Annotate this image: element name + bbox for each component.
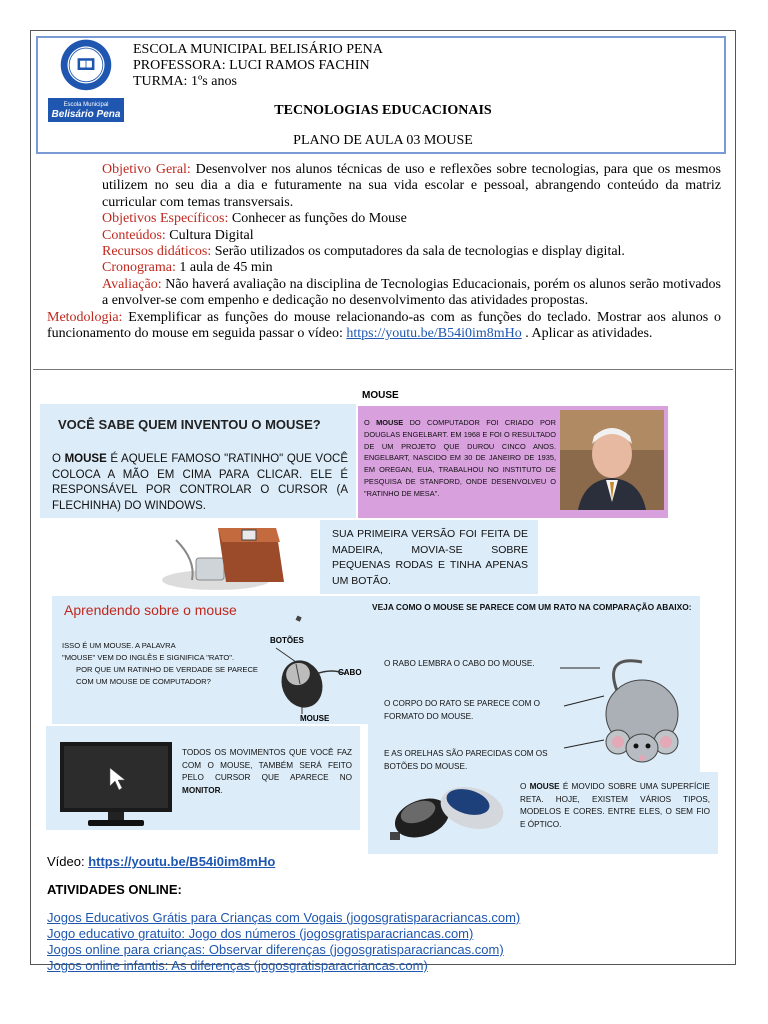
metodologia-tail: . Aplicar as atividades. xyxy=(521,326,653,342)
cronograma-label: Cronograma: xyxy=(102,260,176,276)
avaliacao-label: Avaliação: xyxy=(102,276,162,292)
monitor-text-post: . xyxy=(220,785,223,795)
surface-text-pre: O xyxy=(520,782,530,791)
metodologia-text: Exemplificar as funções do mouse relacionando-as com as funções do teclado. Mostrar aos alunos o funcionamento do mouse em seguida passar o vídeo: xyxy=(47,309,721,342)
recursos xyxy=(47,244,721,260)
inventor-text-bold: MOUSE xyxy=(376,418,404,427)
monitor-text-pre: TODOS OS MOVIMENTOS QUE VOCÊ FAZ COM O MOUSE, TAMBÉM SERÁ FEITO PELO CURSOR QUE APARECE NO xyxy=(182,748,352,782)
plan-title: PLANO DE AULA 03 MOUSE xyxy=(293,133,473,148)
question-text-post: É AQUELE FAMOSO "RATINHO" QUE VOCÊ COLOCA A MÃO EM CIMA PARA CLICAR. ELE É RESPONSÁVEL POR CONTROLAR O CURSOR (A FLECHINHA) DO WINDOWS. xyxy=(52,453,348,512)
section-divider xyxy=(33,369,733,370)
mouse-heading: MOUSE xyxy=(362,390,399,401)
school-name: ESCOLA MUNICIPAL BELISÁRIO PENA xyxy=(133,42,383,57)
surface-text-bold: MOUSE xyxy=(529,782,560,791)
inventor-text-post: DO COMPUTADOR FOI CRIADO POR DOUGLAS ENGELBART. EM 1968 E FOI O RESULTADO DE UM PROJETO QUE DUROU CINCO ANOS. ENGELBART, NASCIDO EM 30 DE JANEIRO DE 1935, EM OREGAN, EUA, TRABALHOU NO INSTITUTO DE PESQUISA DE STANFORD, ONDE DESENVOLVEU O "RATINHO DE MESA". xyxy=(364,418,556,498)
video-line xyxy=(47,854,275,869)
activity-link-numeros[interactable]: Jogo educativo gratuito: Jogo dos números (jogosgratisparacriancas.com) xyxy=(47,926,474,941)
metodologia-label: Metodologia: xyxy=(47,309,123,325)
logo-caption-big: Belisário Pena xyxy=(51,109,121,120)
surface-text-post: É MOVIDO SOBRE UMA SUPERFÍCIE RETA. HOJE, EXISTEM VÁRIOS TIPOS, MODELOS E CORES. ENTRE ELES, O SEM FIO E ÓPTICO. xyxy=(520,782,710,829)
inventor-text-pre: O xyxy=(364,418,377,427)
video-link[interactable]: https://youtu.be/B54i0im8mHo xyxy=(88,854,276,869)
objetivos-especificos-label: Objetivos Específicos: xyxy=(102,211,229,227)
learn-text-1: ISSO É UM MOUSE. A PALAVRA xyxy=(62,641,176,650)
recursos-label: Recursos didáticos: xyxy=(102,244,212,260)
monitor-text-bold: MONITOR xyxy=(182,785,221,795)
objetivo-geral-text: Desenvolver nos alunos técnicas de uso e reflexões sobre tecnologias, para que os mesmos utilizem no seu dia a dia e futuramente na sua vida escolar e pessoal, abrangendo conteúdo da matriz curricular com temas transversais. xyxy=(102,162,721,210)
logo-caption-small: Escola Municipal xyxy=(63,102,109,108)
class-name: TURMA: 1ºs anos xyxy=(133,74,237,89)
learn-text-3: POR QUE UM RATINHO DE VERDADE SE PARECE COM UM MOUSE DE COMPUTADOR? xyxy=(76,665,258,686)
question-text xyxy=(52,452,348,514)
objetivo-geral-label: Objetivo Geral: xyxy=(102,162,191,177)
activity-link-diferencas-infantis[interactable]: Jogos online infantis: As diferenças (jogosgratisparacriancas.com) xyxy=(47,958,428,973)
objetivos-especificos xyxy=(47,211,721,227)
objetivo-geral xyxy=(47,162,721,211)
cronograma xyxy=(47,260,721,276)
objetivos-especificos-text: Conhecer as funções do Mouse xyxy=(228,211,407,227)
question-title: VOCÊ SABE QUEM INVENTOU O MOUSE? xyxy=(58,417,321,432)
side-decoration: ◆ xyxy=(293,614,305,623)
conteudos xyxy=(47,228,721,244)
label-cabo: CABO xyxy=(338,668,362,677)
activities-list xyxy=(47,910,520,974)
first-version-text: SUA PRIMEIRA VERSÃO FOI FEITA DE MADEIRA, MOVIA-SE SOBRE PEQUENAS RODAS E TINHA APENAS UM BOTÃO. xyxy=(332,528,528,587)
learn-text xyxy=(62,640,258,688)
activities-title: ATIVIDADES ONLINE: xyxy=(47,882,182,897)
monitor-text xyxy=(182,747,352,797)
activity-link-diferencas[interactable]: Jogos online para crianças: Observar diferenças (jogosgratisparacriancas.com) xyxy=(47,942,504,957)
question-text-bold: MOUSE xyxy=(64,453,107,465)
rat-body-text: O CORPO DO RATO SE PARECE COM O FORMATO DO MOUSE. xyxy=(384,699,541,721)
avaliacao xyxy=(47,277,721,310)
learn-text-2: "MOUSE" VEM DO INGLÊS E SIGNIFICA "RATO". xyxy=(62,653,235,662)
recursos-text: Serão utilizados os computadores da sala de tecnologias e display digital. xyxy=(211,244,625,260)
learn-title: Aprendendo sobre o mouse xyxy=(64,602,237,618)
activity-link-vogais[interactable]: Jogos Educativos Grátis para Crianças com Vogais (jogosgratisparacriancas.com) xyxy=(47,910,521,925)
video-label: Vídeo: xyxy=(47,854,89,869)
rat-title: VEJA COMO O MOUSE SE PARECE COM UM RATO NA COMPARAÇÃO ABAIXO: xyxy=(372,602,692,612)
avaliacao-text: Não haverá avaliação na disciplina de Tecnologias Educacionais, porém os alunos serão motivados a envolver-se com empenho e dedicação no desenvolvimento das atividades propostas. xyxy=(102,276,721,309)
conteudos-label: Conteúdos: xyxy=(102,227,166,243)
label-mouse: MOUSE xyxy=(300,714,330,723)
label-botoes: BOTÕES xyxy=(270,636,304,645)
subject-title: TECNOLOGIAS EDUCACIONAIS xyxy=(274,103,492,118)
lesson-plan-text xyxy=(47,162,721,342)
video-link-inline[interactable]: https://youtu.be/B54i0im8mHo xyxy=(346,326,522,342)
inventor-text xyxy=(364,417,556,500)
question-text-pre: O xyxy=(52,453,65,465)
rat-ears-text: E AS ORELHAS SÃO PARECIDAS COM OS BOTÕES DO MOUSE. xyxy=(384,749,548,771)
cronograma-text: 1 aula de 45 min xyxy=(175,260,273,276)
teacher-name: PROFESSORA: LUCI RAMOS FACHIN xyxy=(133,58,370,73)
conteudos-text: Cultura Digital xyxy=(165,227,254,243)
metodologia xyxy=(47,310,721,343)
surface-text xyxy=(520,781,710,831)
rat-tail-text: O RABO LEMBRA O CABO DO MOUSE. xyxy=(384,659,535,668)
